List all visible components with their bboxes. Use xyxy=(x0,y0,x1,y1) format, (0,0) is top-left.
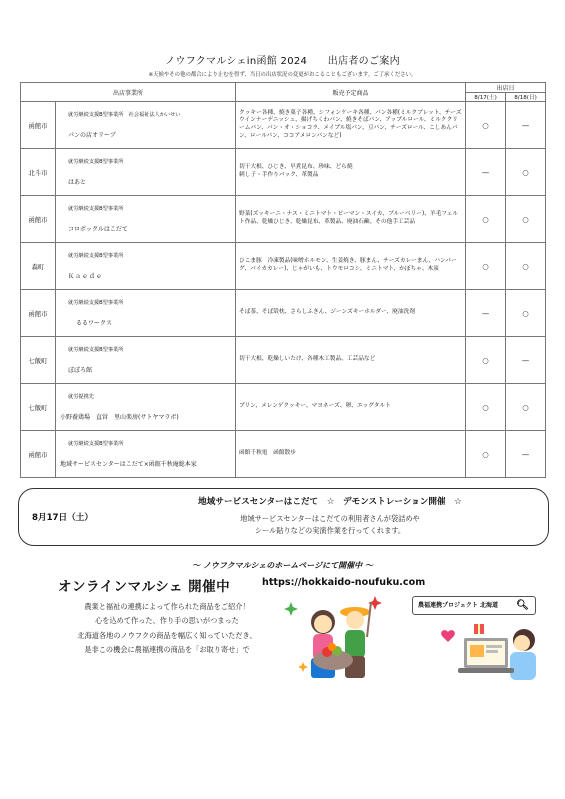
vendor-type: 就労継続支援B型事業所 xyxy=(68,206,124,212)
vendor-cell xyxy=(56,243,236,290)
online-desc-line: 是非この機会に農福連携の商品を「お取り寄せ」で xyxy=(84,644,250,654)
vendor-name: 地域サービスセンターはこだて×函館千秋庵総本家 xyxy=(60,461,197,468)
products-cell: ひこま豚 冷凍製品(味噌ホルモン、生姜焼き、豚まん、チーズカレーまん、ハンバーグ、バイカカレー)、じゃがいも、トウモロコシ、ミニトマト、かぼちゃ、木炭 xyxy=(236,243,466,290)
magnifier-icon: 🔍︎ xyxy=(516,600,529,611)
farmers-illustration xyxy=(283,592,393,684)
table-row xyxy=(21,149,546,196)
vendor-type: 就労継続支援B型事業所 xyxy=(68,159,124,165)
vendor-type: 就労提携先 xyxy=(68,394,94,400)
table-row xyxy=(21,102,546,149)
project-banner xyxy=(412,596,536,615)
vendor-type: 就労継続支援B型事業所 xyxy=(68,441,124,447)
vendor-cell xyxy=(56,102,236,149)
date1-mark: ○ xyxy=(466,337,506,384)
city-cell: 北斗市 xyxy=(21,149,56,196)
products-cell: 切干大根、乾燥しいたけ、各種木工製品、工芸品など xyxy=(236,337,466,384)
date1-mark: ○ xyxy=(466,102,506,149)
online-desc-line: 北海道各地のノウフクの商品を幅広く知っていただき、 xyxy=(77,630,257,640)
date2-mark: — xyxy=(506,337,546,384)
products-cell: そば茶、そば殻枕、さらしふきん、ジーンズキーホルダー、廃油洗剤 xyxy=(236,290,466,337)
date1-mark: ○ xyxy=(466,431,506,478)
vendor-name: パンの店オリーブ xyxy=(68,132,116,139)
header-dates-group: 出店日 xyxy=(466,83,546,93)
vendor-type: 就労継続支援B型事業所 xyxy=(68,347,124,353)
vendor-cell xyxy=(56,384,236,431)
vendor-cell xyxy=(56,337,236,384)
date1-mark: ○ xyxy=(466,384,506,431)
vendor-name: るるワークス xyxy=(76,320,112,327)
homepage-line: ～ ノウフクマルシェのホームページにて開催中 ～ xyxy=(192,561,373,570)
laptop-icon xyxy=(458,638,514,673)
table-row xyxy=(21,337,546,384)
city-cell: 函館市 xyxy=(21,290,56,337)
date2-mark: — xyxy=(506,431,546,478)
online-marche-title: オンラインマルシェ 開催中 xyxy=(58,579,231,595)
date1-mark: — xyxy=(466,290,506,337)
header-products: 販売予定商品 xyxy=(236,83,466,102)
date2-mark: ○ xyxy=(506,290,546,337)
page-title: ノウフクマルシェin函館 2024 出店者のご案内 xyxy=(165,56,400,67)
vendor-name: コロボックルはこだて xyxy=(68,226,128,233)
vendor-type: 就労継続支援B型事業所 xyxy=(68,253,124,259)
header-date-1: 8/17(土) xyxy=(466,93,506,102)
vendor-name: ぽぽろ館 xyxy=(68,367,93,374)
table-row xyxy=(21,243,546,290)
demo-heading: 地域サービスセンターはこだて ☆ デモンストレーション開催 ☆ xyxy=(198,497,462,507)
table-row xyxy=(21,384,546,431)
date1-mark: ○ xyxy=(466,196,506,243)
gift-box-icon xyxy=(474,624,484,634)
vendor-name: 小野養鶏場 直営 里山楽房(サトヤマラボ) xyxy=(60,414,179,421)
demo-description xyxy=(150,513,510,537)
products-cell: クッキー各種、焼き菓子各種、シフォンケーキ各種、パン各種(ミルクブレット、チーズウインナーデニッシュ、揚げちくわパン、焼きそばパン、アップルロール、ミルククリームパン、パン・オ・ショコラ、メイプル塩パン、豆パン、チーズロール、こしあんパン、ロールパン、ココアメロンパンなど) xyxy=(236,102,466,149)
vendor-name: Ｋａｅｄｅ xyxy=(68,273,104,280)
vendor-cell xyxy=(56,196,236,243)
city-cell: 函館市 xyxy=(21,431,56,478)
city-cell: 函館市 xyxy=(21,102,56,149)
date2-mark: ○ xyxy=(506,243,546,290)
city-cell: 森町 xyxy=(21,243,56,290)
vendor-cell xyxy=(56,431,236,478)
date2-mark: ○ xyxy=(506,384,546,431)
demo-date: 8月17日（土） xyxy=(32,513,93,523)
website-link[interactable]: https://hokkaido-noufuku.com xyxy=(262,577,426,588)
table-row xyxy=(21,290,546,337)
demo-desc-line: 地域サービスセンターはこだての利用者さんが袋詰めや xyxy=(240,514,420,523)
date1-mark: — xyxy=(466,149,506,196)
vendor-cell xyxy=(56,149,236,196)
online-desc-line: 農業と福祉の連携によって作られた商品をご紹介！ xyxy=(84,602,250,611)
city-cell: 七飯町 xyxy=(21,384,56,431)
table-row xyxy=(21,431,546,478)
products-cell: 切干大根、ひじき、早煮昆布、珍味、どら焼 刺し子・手作りバック、革製品 xyxy=(236,149,466,196)
online-desc-line: 心を込めて作った、作り手の思いがつまった xyxy=(95,616,239,626)
date2-mark: ○ xyxy=(506,196,546,243)
date2-mark: — xyxy=(506,102,546,149)
heart-icon xyxy=(441,630,455,642)
vendor-name: はあと xyxy=(68,179,87,186)
products-cell: 野菜(ズッキーニ・ナス・ミニトマト・ピーマン・スイカ、ブルーベリー)、羊毛フェルト作品、乾燥ひじき、乾燥昆布、革製品、廃油石鹸、その他手工芸品 xyxy=(236,196,466,243)
city-cell: 函館市 xyxy=(21,196,56,243)
vendor-cell xyxy=(56,290,236,337)
vendor-type: 就労継続支援B型事業所 xyxy=(68,300,124,306)
date2-mark: ○ xyxy=(506,149,546,196)
header-vendor: 出店事業所 xyxy=(21,83,236,102)
demo-desc-line: シール貼りなどの実演作業を行ってくれます。 xyxy=(254,526,406,536)
banner-label: 農福連携プロジェクト 北海道 xyxy=(418,602,498,609)
city-cell: 七飯町 xyxy=(21,337,56,384)
online-description xyxy=(52,600,282,657)
date1-mark: ○ xyxy=(466,243,506,290)
table-row xyxy=(21,196,546,243)
products-cell: プリン、メレンゲクッキー、マヨネーズ、卵、エッグタルト xyxy=(236,384,466,431)
products-cell: 函館千秋電 函館散步 xyxy=(236,431,466,478)
notice-text: ※天候やその他の都合により止むを得ず、当日の出店状況の変更がおこることもございます。ご了承ください。 xyxy=(148,72,417,78)
vendor-table xyxy=(20,82,546,478)
woman-at-laptop-icon xyxy=(510,629,536,680)
vendor-type: 就労継続支援B型事業所 社会福祉法人かいせい xyxy=(68,112,181,118)
header-date-2: 8/18(日) xyxy=(506,93,546,102)
